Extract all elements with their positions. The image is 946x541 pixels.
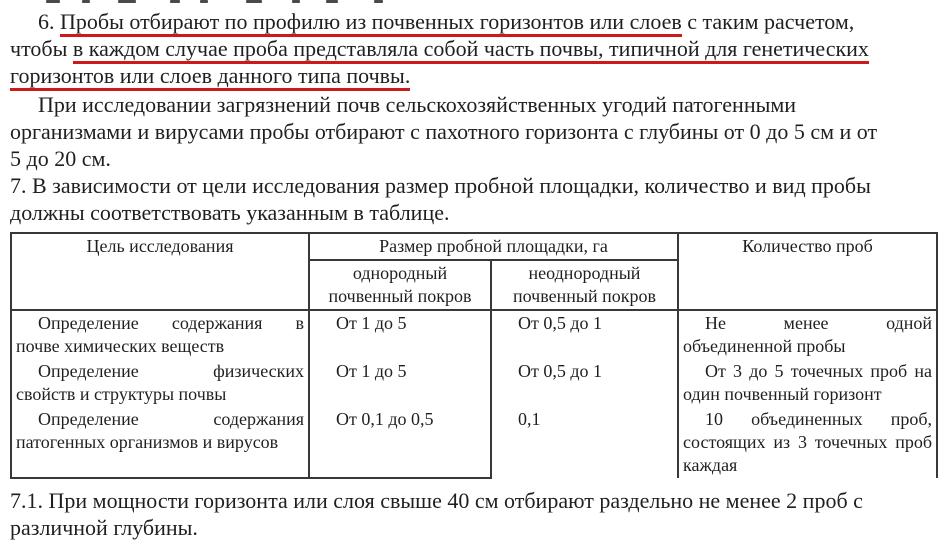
cell-text-line: почве химических веществ [16,336,225,356]
paragraph-7-1 [10,487,936,541]
paragraph-pathogens-line-2: организмами и вирусами пробы отбирают с пахотного горизонта с глубины от 0 до 5 см и от [10,119,878,144]
header-goal: Цель исследования [11,233,309,310]
cell-text-line: 0,1 [518,409,541,429]
cell-text-line: Определение физических [38,361,304,381]
cell-homogeneous-physical [309,359,491,407]
cell-text-line: свойств и структуры почвы [16,384,227,404]
cell-count-chemical [678,310,937,359]
cropped-previous-line-artifact [10,0,936,4]
cell-text-line: каждая [683,455,738,475]
header-plot-size-group: Размер пробной площадки, га [309,233,678,260]
table-header-row-1 [11,233,937,260]
header-sample-count: Количество проб [678,233,937,310]
para6-l3-underlined-text: горизонтов или слоев данного типа почвы. [10,63,410,91]
table-row-chemical [11,310,937,359]
paragraph-7-line-1: 7. В зависимости от цели исследования размер пробной площадки, количество и вид пробы [10,173,871,198]
cell-text-line: Не менее одной [705,313,933,333]
cell-text-line: От 0,1 до 0,5 [336,409,434,429]
paragraph-7-line-2: должны соответствовать указанным в таблице. [10,200,450,225]
paragraph-pathogens-line-3: 5 до 20 см. [10,146,111,171]
cell-text-line: объединенной пробы [683,336,846,356]
cell-goal-pathogens [11,407,309,478]
header-heterogeneous-cover: неоднородный почвенный покров [491,260,678,310]
para6-l2-pre: чтобы [10,36,73,61]
paragraph-pathogens [10,91,936,172]
para6-l2-underlined-text: в каждом случае проба представляла собой часть почвы, типичной для генетических [73,36,869,64]
cell-text-line: От 0,5 до 1 [518,313,603,333]
soil-sampling-table [10,232,938,479]
paragraph-6 [10,8,936,89]
cell-text-line: 10 объединенных проб, [705,409,933,429]
paragraph-pathogens-line-1: При исследовании загрязнений почв сельскохозяйственных угодий патогенными [38,92,797,117]
table-row-pathogens [11,407,937,478]
cell-text-line: От 1 до 5 [336,361,407,381]
cell-text-line: От 1 до 5 [336,313,407,333]
cell-heterogeneous-physical [491,359,678,407]
cell-text-line: От 3 до 5 точечных проб на [705,361,933,381]
cell-heterogeneous-chemical [491,310,678,359]
cell-text-line: один почвенный горизонт [683,384,882,404]
cell-homogeneous-pathogens [309,407,491,478]
paragraph-6-line-2 [10,35,936,62]
paragraph-7-1-line-2: различной глубины. [10,515,198,540]
cell-text-line: патогенных организмов и вирусов [16,432,279,452]
cell-text-line: Определение содержания [38,409,304,429]
cell-text-line: Определение содержания в [38,313,304,333]
cell-heterogeneous-pathogens [491,407,678,478]
table-row-physical [11,359,937,407]
para6-l1-pre: 6. [38,9,60,34]
paragraph-6-line-1 [10,8,936,35]
cell-goal-chemical [11,310,309,359]
cell-count-pathogens [678,407,937,478]
para6-l1-underlined-text: Пробы отбирают по профилю из почвенных горизонтов или слоев [60,9,682,37]
paragraph-7 [10,172,936,226]
paragraph-7-1-line-1: 7.1. При мощности горизонта или слоя свыше 40 см отбирают раздельно не менее 2 проб с [10,488,863,513]
cell-count-physical [678,359,937,407]
cell-text-line: состоящих из 3 точечных проб [683,432,933,452]
cell-goal-physical [11,359,309,407]
cell-text-line: От 0,5 до 1 [518,361,603,381]
paragraph-6-line-3 [10,62,936,89]
cell-homogeneous-chemical [309,310,491,359]
header-homogeneous-cover: однородный почвенный покров [309,260,491,310]
para6-l1-post: с таким расчетом, [681,9,855,34]
